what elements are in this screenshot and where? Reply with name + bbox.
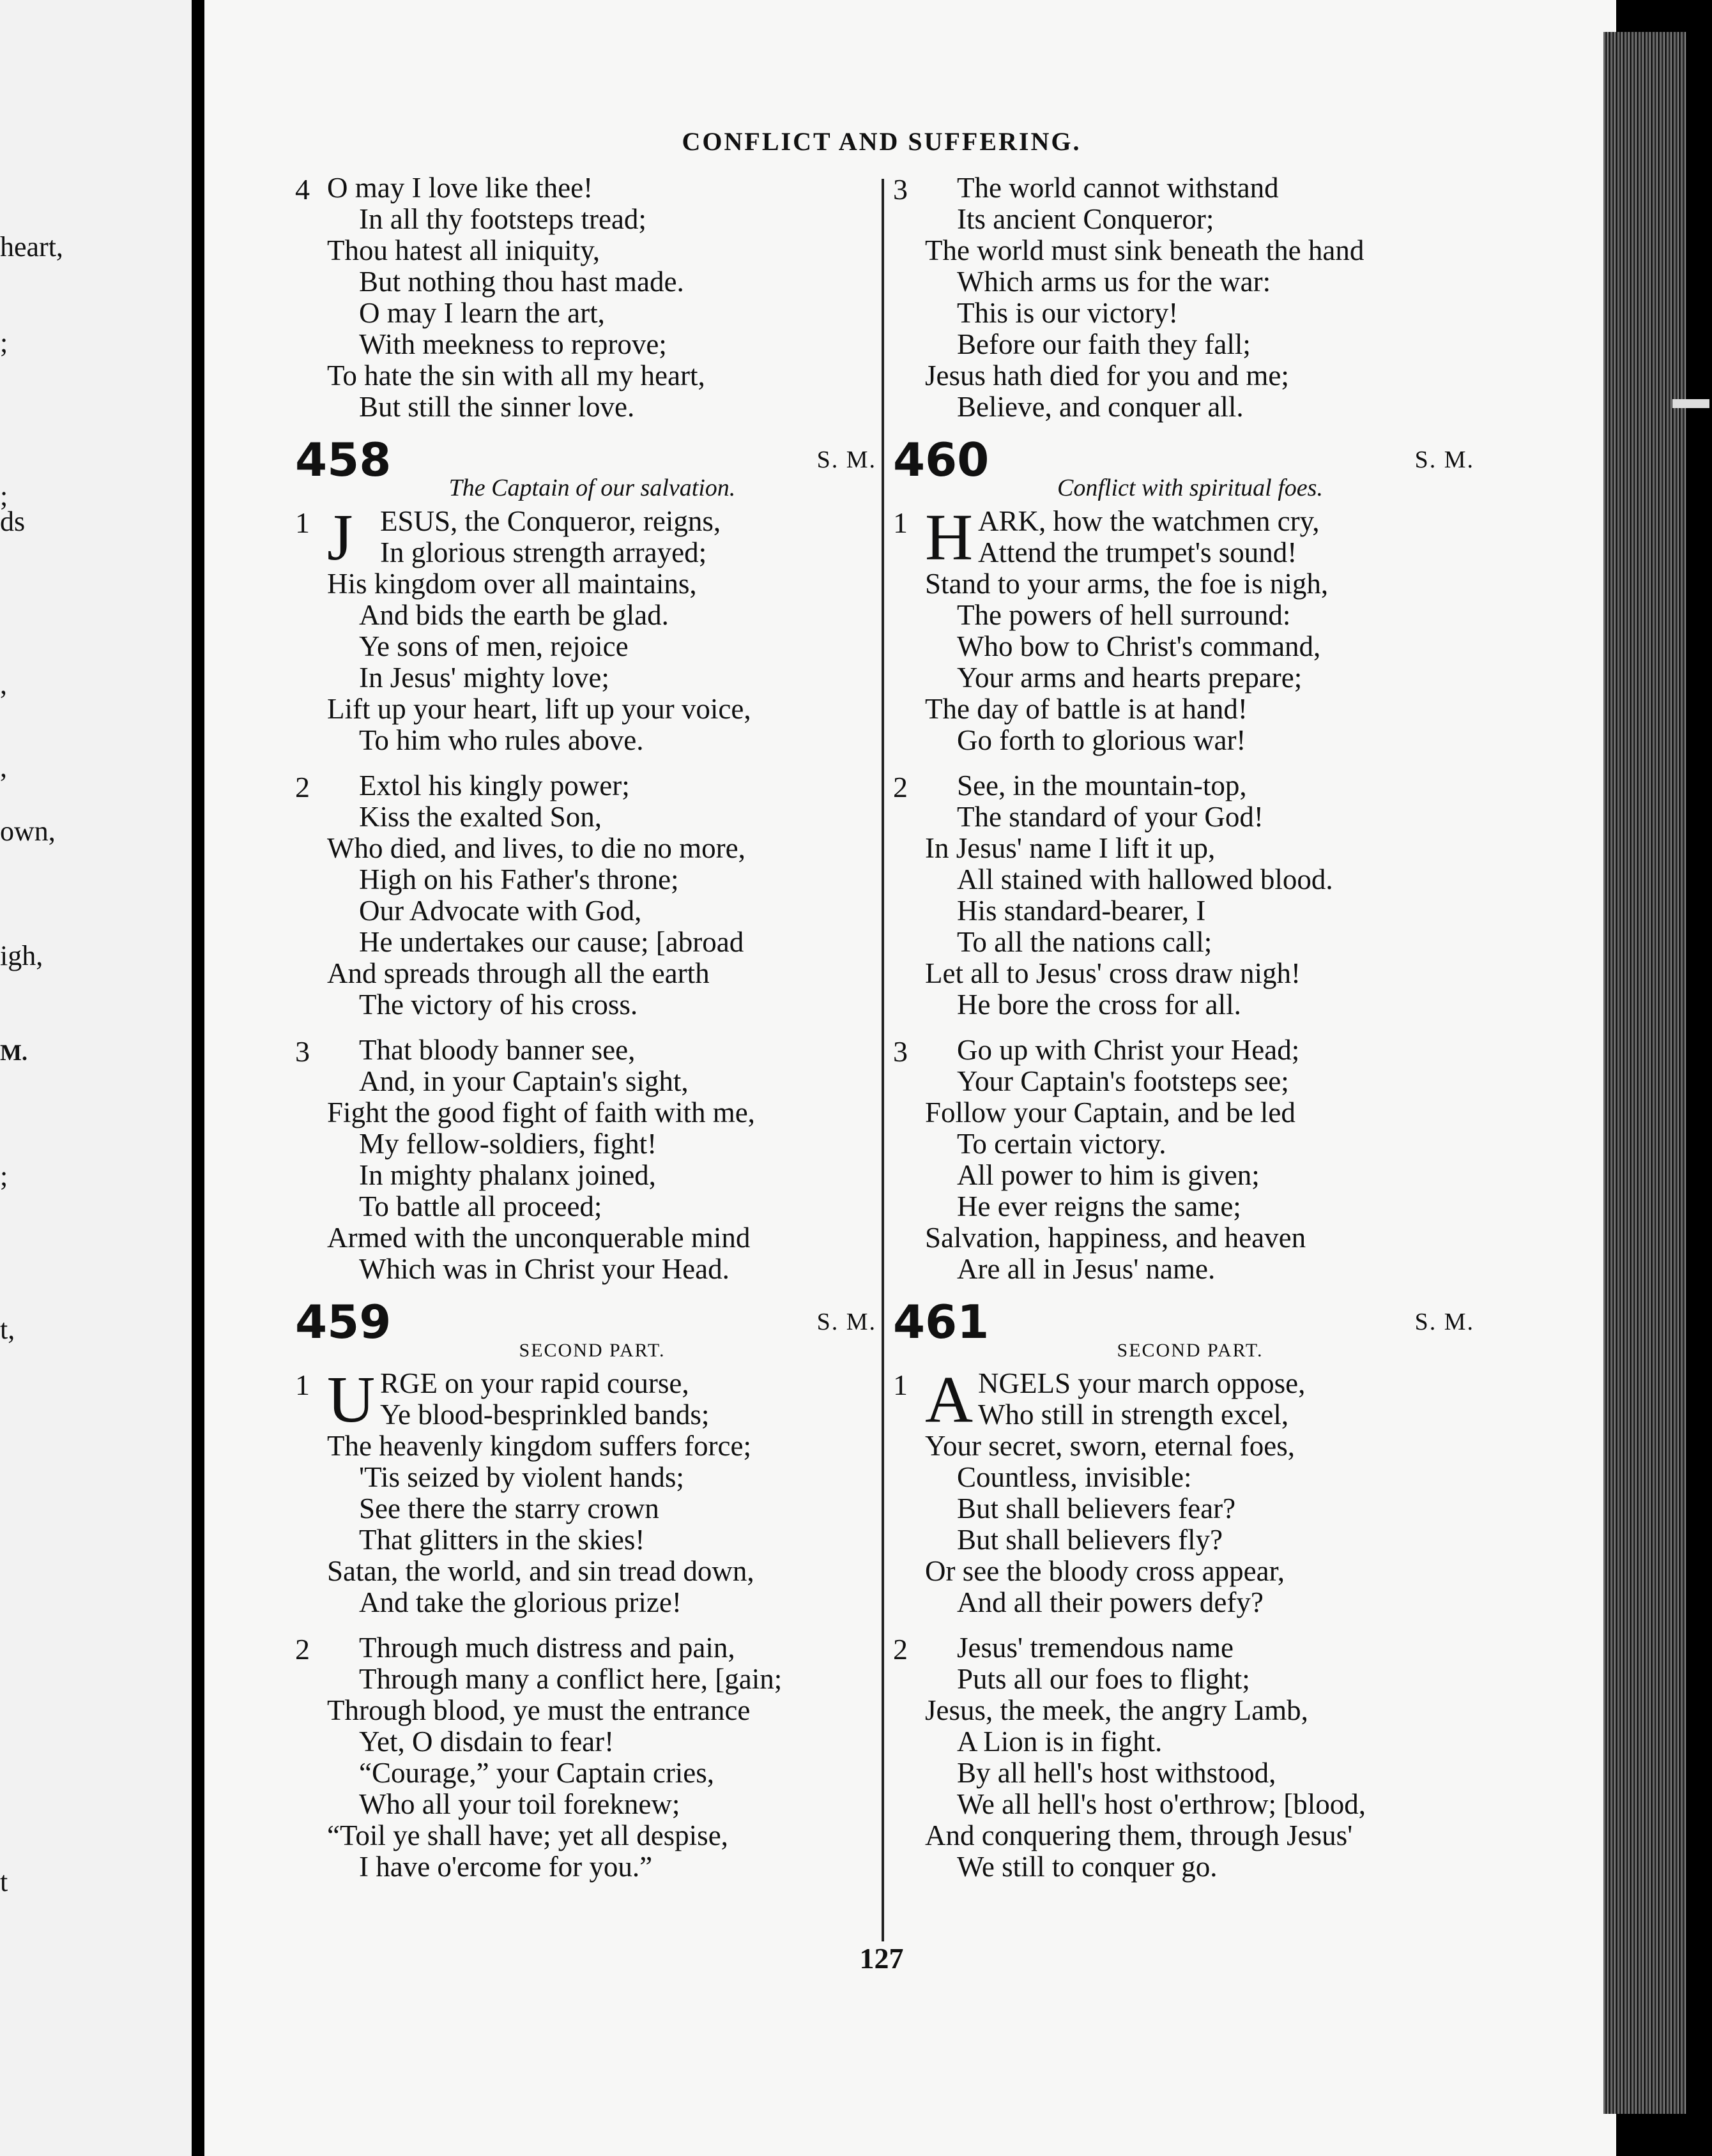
verse-line: Armed with the unconquerable mind <box>327 1222 751 1254</box>
verse-line: And, in your Captain's sight, <box>359 1065 689 1097</box>
stanza <box>893 1035 1487 1285</box>
stanza <box>893 501 1487 756</box>
verse-line: To all the nations call; <box>957 926 1212 958</box>
hymn-meter: S. M. <box>1414 1309 1474 1335</box>
hymn-number: 459 <box>295 1295 392 1349</box>
verse-line: To hate the sin with all my heart, <box>327 360 705 391</box>
verse-line: Believe, and conquer all. <box>957 391 1244 423</box>
verse-line: Let all to Jesus' cross draw nigh! <box>925 957 1301 989</box>
stanza <box>295 1035 889 1285</box>
verse-line: Who died, and lives, to die no more, <box>327 832 745 864</box>
verse-line: But still the sinner love. <box>359 391 635 423</box>
verse-line: To him who rules above. <box>359 724 644 756</box>
drop-cap: A <box>925 1363 974 1436</box>
verse-line: Stand to your arms, the foe is nigh, <box>925 568 1329 600</box>
verse-line: High on his Father's throne; <box>359 863 679 895</box>
verse-line: And all their powers defy? <box>957 1586 1264 1618</box>
verse-line: O may I learn the art, <box>359 297 605 329</box>
verse-line: “Courage,” your Captain cries, <box>359 1757 715 1789</box>
verse-line: Which was in Christ your Head. <box>359 1253 730 1285</box>
verse-line: My fellow-soldiers, fight! <box>359 1128 657 1160</box>
stanza-number: 1 <box>893 506 908 539</box>
verse-line: Fight the good fight of faith with me, <box>327 1097 755 1128</box>
verse-line: His kingdom over all maintains, <box>327 568 697 600</box>
verse-line: And conquering them, through Jesus' <box>925 1819 1353 1851</box>
verse-line: Who all your toil foreknew; <box>359 1788 680 1820</box>
verse-line: The world cannot withstand <box>957 172 1279 204</box>
stanza-number: 4 <box>295 173 310 206</box>
verse-line: He bore the cross for all. <box>957 989 1241 1021</box>
prev-page-fragment: , <box>0 669 7 700</box>
stanza-number: 1 <box>295 1369 310 1401</box>
verse-line: And spreads through all the earth <box>327 957 710 989</box>
verse-line: Go forth to glorious war! <box>957 724 1246 756</box>
drop-cap: U <box>327 1363 376 1436</box>
hymn-header <box>295 433 889 506</box>
previous-page-edge <box>0 0 192 2156</box>
verse-line: All stained with hallowed blood. <box>957 863 1333 895</box>
verse-line: Through many a conflict here, [gain; <box>359 1663 783 1695</box>
verse-line: See, in the mountain-top, <box>957 770 1247 801</box>
stanza-number: 3 <box>893 1035 908 1068</box>
stanza-number: 2 <box>893 771 908 803</box>
stanza <box>893 1632 1487 1883</box>
verse-line: Puts all our foes to flight; <box>957 1663 1250 1695</box>
verse-line: We all hell's host o'erthrow; [blood, <box>957 1788 1366 1820</box>
hymn-number: 461 <box>893 1295 990 1349</box>
verse-line: Which arms us for the war: <box>957 266 1271 298</box>
stanza-number: 3 <box>893 173 908 206</box>
verse-line: With meekness to reprove; <box>359 328 667 360</box>
verse-line: ARK, how the watchmen cry, <box>978 505 1320 537</box>
hymn-meter: S. M. <box>816 446 876 473</box>
left-column <box>295 172 889 1897</box>
verse-line: The powers of hell surround: <box>957 599 1291 631</box>
prev-page-fragment: heart, <box>0 231 63 262</box>
hymn-subtitle: SECOND PART. <box>1117 1340 1264 1361</box>
verse-line: The day of battle is at hand! <box>925 693 1248 725</box>
verse-line: See there the starry crown <box>359 1492 659 1524</box>
verse-line: This is our victory! <box>957 297 1179 329</box>
verse-line: Salvation, happiness, and heaven <box>925 1222 1306 1254</box>
prev-page-fragment: t <box>0 1866 8 1897</box>
verse-line: But nothing thou hast made. <box>359 266 684 298</box>
verse-line: 'Tis seized by violent hands; <box>359 1461 684 1493</box>
hymn-number: 460 <box>893 433 990 487</box>
verse-line: We still to conquer go. <box>957 1851 1218 1883</box>
verse-line: Who still in strength excel, <box>978 1399 1289 1431</box>
prev-page-fragment: ds <box>0 506 26 537</box>
verse-line: Your Captain's footsteps see; <box>957 1065 1289 1097</box>
stanza-number: 1 <box>893 1369 908 1401</box>
verse-line: All power to him is given; <box>957 1159 1260 1191</box>
verse-line: The standard of your God! <box>957 801 1264 833</box>
stanza-number: 2 <box>893 1633 908 1666</box>
verse-line: Who bow to Christ's command, <box>957 630 1321 662</box>
verse-line: That bloody banner see, <box>359 1034 636 1066</box>
drop-cap: J <box>327 501 353 574</box>
verse-line: Kiss the exalted Son, <box>359 801 602 833</box>
verse-line: Or see the bloody cross appear, <box>925 1555 1285 1587</box>
verse-line: Attend the trumpet's sound! <box>978 536 1297 568</box>
verse-line: In all thy footsteps tread; <box>359 203 646 235</box>
verse-line: Extol his kingly power; <box>359 770 630 801</box>
verse-line: A Lion is in fight. <box>957 1726 1163 1757</box>
verse-line: Satan, the world, and sin tread down, <box>327 1555 754 1587</box>
verse-line: The victory of his cross. <box>359 989 638 1021</box>
verse-line: Your arms and hearts prepare; <box>957 662 1303 694</box>
stanza <box>295 770 889 1021</box>
column-rule <box>882 179 884 1941</box>
hymn-header <box>295 1295 889 1368</box>
verse-line: Through blood, ye must the entrance <box>327 1694 751 1726</box>
hymn-meter: S. M. <box>816 1309 876 1335</box>
verse-line: In Jesus' name I lift it up, <box>925 832 1216 864</box>
stanza-number: 2 <box>295 1633 310 1666</box>
verse-line: Ye sons of men, rejoice <box>359 630 629 662</box>
verse-line: And take the glorious prize! <box>359 1586 682 1618</box>
hymn-title: The Captain of our salvation. <box>448 474 736 501</box>
prev-page-fragment: M. <box>0 1040 27 1065</box>
stanza-number: 3 <box>295 1035 310 1068</box>
running-head: CONFLICT AND SUFFERING. <box>682 127 1081 156</box>
verse-line: Countless, invisible: <box>957 1461 1192 1493</box>
verse-line: Follow your Captain, and be led <box>925 1097 1295 1128</box>
verse-line: Before our faith they fall; <box>957 328 1251 360</box>
verse-line: Your secret, sworn, eternal foes, <box>925 1430 1295 1462</box>
prev-page-fragment: igh, <box>0 940 43 971</box>
verse-line: But shall believers fear? <box>957 1492 1236 1524</box>
verse-line: In Jesus' mighty love; <box>359 662 609 694</box>
stanza-number: 1 <box>295 506 310 539</box>
stanza <box>295 501 889 756</box>
verse-line: The world must sink beneath the hand <box>925 234 1364 266</box>
verse-line: RGE on your rapid course, <box>380 1367 689 1399</box>
stanza <box>893 770 1487 1021</box>
verse-line: Ye blood-besprinkled bands; <box>380 1399 710 1431</box>
prev-page-fragment: t, <box>0 1314 15 1345</box>
stanza <box>295 1363 889 1618</box>
prev-page-fragment: , <box>0 752 7 783</box>
verse-line: By all hell's host withstood, <box>957 1757 1276 1789</box>
stanza <box>295 172 889 423</box>
prev-page-fragment: ; <box>0 480 8 512</box>
verse-line: The heavenly kingdom suffers force; <box>327 1430 751 1462</box>
verse-line: He undertakes our cause; [abroad <box>359 926 744 958</box>
verse-line: ESUS, the Conqueror, reigns, <box>380 505 721 537</box>
prev-page-fragment: ; <box>0 327 8 358</box>
verse-line: He ever reigns the same; <box>957 1190 1241 1222</box>
verse-line: To certain victory. <box>957 1128 1166 1160</box>
hymn-header <box>893 433 1487 506</box>
drop-cap: H <box>925 501 974 574</box>
verse-line: In mighty phalanx joined, <box>359 1159 656 1191</box>
page-edge-mark <box>1672 399 1709 408</box>
verse-line: O may I love like thee! <box>327 172 593 204</box>
book-gutter <box>192 0 204 2156</box>
hymn-meter: S. M. <box>1414 446 1474 473</box>
stanza <box>295 1632 889 1883</box>
verse-line: But shall believers fly? <box>957 1524 1223 1556</box>
verse-line: Through much distress and pain, <box>359 1632 735 1664</box>
verse-line: Yet, O disdain to fear! <box>359 1726 615 1757</box>
hymn-subtitle: SECOND PART. <box>519 1340 666 1361</box>
hymn-number: 458 <box>295 433 392 487</box>
verse-line: Thou hatest all iniquity, <box>327 234 600 266</box>
page-number: 127 <box>859 1942 904 1975</box>
verse-line: Our Advocate with God, <box>359 895 642 927</box>
page-edges <box>1603 32 1686 2114</box>
stanza <box>893 1363 1487 1618</box>
verse-line: Are all in Jesus' name. <box>957 1253 1216 1285</box>
verse-line: And bids the earth be glad. <box>359 599 669 631</box>
verse-line: NGELS your march oppose, <box>978 1367 1306 1399</box>
verse-line: Lift up your heart, lift up your voice, <box>327 693 751 725</box>
verse-line: Jesus, the meek, the angry Lamb, <box>925 1694 1308 1726</box>
verse-line: Jesus hath died for you and me; <box>925 360 1289 391</box>
verse-line: Its ancient Conqueror; <box>957 203 1214 235</box>
verse-line: “Toil ye shall have; yet all despise, <box>327 1819 728 1851</box>
stanza-number: 2 <box>295 771 310 803</box>
verse-line: To battle all proceed; <box>359 1190 602 1222</box>
hymn-title: Conflict with spiritual foes. <box>1057 474 1323 501</box>
prev-page-fragment: own, <box>0 816 56 847</box>
stanza <box>893 172 1487 423</box>
verse-line: Go up with Christ your Head; <box>957 1034 1300 1066</box>
verse-line: His standard-bearer, I <box>957 895 1206 927</box>
hymn-header <box>893 1295 1487 1368</box>
verse-line: Jesus' tremendous name <box>957 1632 1234 1664</box>
right-column <box>893 172 1487 1897</box>
prev-page-fragment: ; <box>0 1160 8 1192</box>
verse-line: I have o'ercome for you.” <box>359 1851 653 1883</box>
verse-line: That glitters in the skies! <box>359 1524 645 1556</box>
verse-line: In glorious strength arrayed; <box>380 536 707 568</box>
